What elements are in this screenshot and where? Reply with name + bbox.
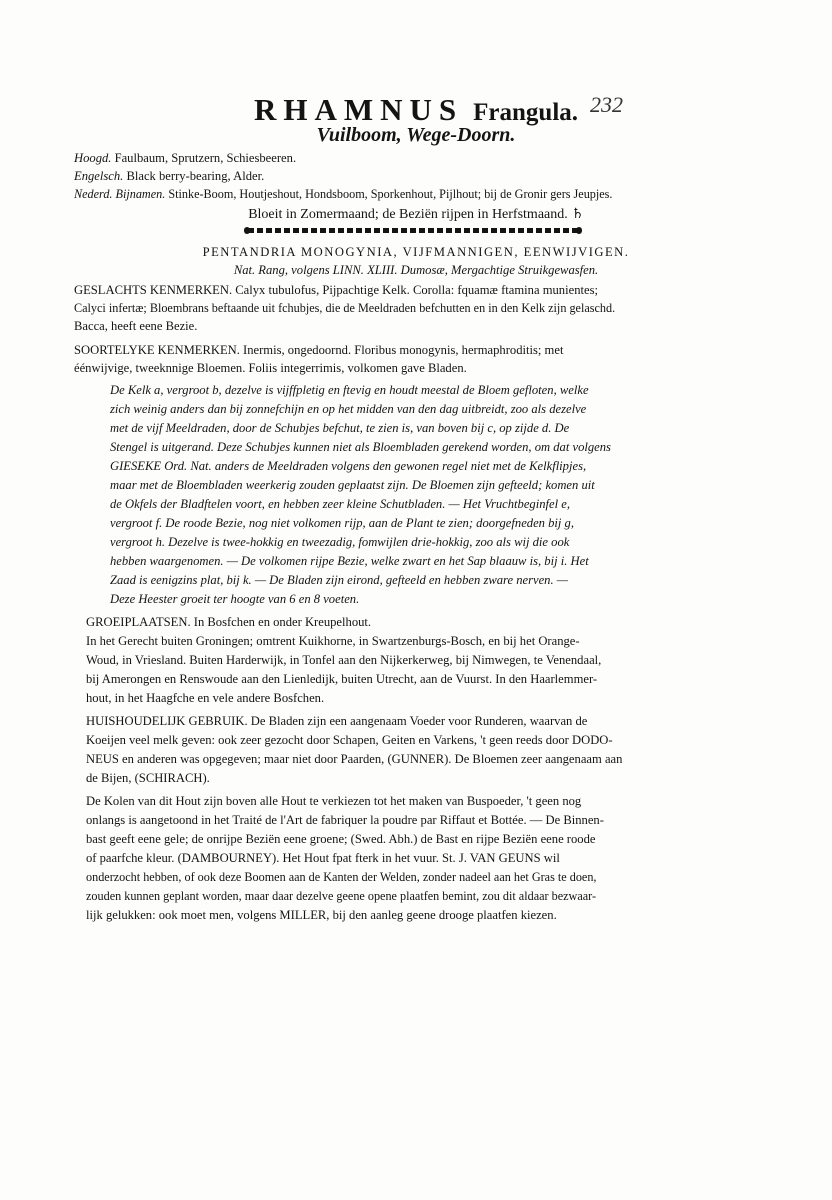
uses-line-7: bast geeft eene gele; de onrijpe Beziën eene groene; (Swed. Abh.) de Bast en rijpe Beziën eene roode — [86, 832, 596, 846]
uses-line-6: onlangs is aangetoond in het Traité de l'Art de fabriquer la poudre par Riffaut et Bottée. — De Binnen- — [86, 813, 604, 827]
uses-line-9: onderzocht hebben, of ook deze Boomen aan de Kanten der Welden, zonder nadeel aan het Gras te doen, — [86, 870, 597, 884]
habitat-line-3: Woud, in Vriesland. Buiten Harderwijk, in Tonfel aan den Nijkerkerweg, bij Nimwegen, te Venendaal, — [86, 653, 602, 667]
dutch-label: Nederd. Bijnamen. — [74, 187, 166, 201]
description-line-6: maar met de Bloembladen weerkerig zouden geplaatst zijn. De Bloemen zijn gefteeld; komen uit — [110, 478, 595, 492]
german-text: Faulbaum, Sprutzern, Schiesbeeren. — [111, 151, 297, 165]
generic-characters-line-3: Bacca, heeft eene Bezie. — [74, 319, 198, 333]
plate-number: 232 — [590, 92, 623, 117]
uses-line-10: zouden kunnen geplant worden, maar daar dezelve geene opene plaatfen bemint, zou dit aldaar bezwaar- — [86, 889, 597, 903]
species-name: Frangula. — [473, 99, 579, 126]
description-line-12: Deze Heester groeit ter hoogte van 6 en 8 voeten. — [110, 592, 360, 606]
english-label: Engelsch. — [74, 169, 124, 183]
genus-name: RHAMNUS — [253, 92, 464, 127]
generic-characters-line-2: Calyci infertæ; Bloembrans beftaande uit fchubjes, die de Meeldraden befchutten en in den Kelk zijn gelaschd. — [74, 301, 616, 315]
habitat-line-5: hout, in het Haagfche en vele andere Bosfchen. — [86, 691, 325, 705]
english-names — [74, 168, 264, 184]
german-label: Hoogd. — [74, 151, 112, 165]
natural-order: Nat. Rang, volgens LINN. XLIII. Dumosæ, Mergachtige Struikgewasfen. — [233, 263, 599, 277]
page-title — [0, 92, 832, 128]
description-line-3: met de vijf Meeldraden, door de Schubjes befchut, te zien is, van boven bij c, op zijde d. De — [110, 421, 570, 435]
description-line-7: de Okfels der Bladftelen voort, en hebben zeer kleine Schutbladen. — Het Vruchtbeginfel e, — [110, 497, 570, 511]
description-line-11: Zaad is eenigzins plat, bij k. — De Bladen zijn eirond, gefteeld en hebben zware nerven. — — [110, 573, 568, 587]
ornamental-divider — [248, 228, 578, 233]
habitat-heading-line: GROEIPLAATSEN. In Bosfchen en onder Kreupelhout. — [86, 615, 372, 629]
dutch-text: Stinke-Boom, Houtjeshout, Hondsboom, Sporkenhout, Pijlhout; bij de Gronir gers Jeupjes. — [165, 187, 613, 201]
description-line-10: hebben waargenomen. — De volkomen rijpe Bezie, welke zwart en het Sap blaauw is, bij i. Het — [110, 554, 589, 568]
german-names — [74, 150, 296, 166]
uses-line-1: HUISHOUDELIJK GEBRUIK. De Bladen zijn een aangenaam Voeder voor Runderen, waarvan de — [86, 714, 588, 728]
specific-characters-line-1: SOORTELYKE KENMERKEN. Inermis, ongedoornd. Floribus monogynis, hermaphroditis; met — [74, 343, 564, 357]
description-line-4: Stengel is uitgerand. Deze Schubjes kunnen niet als Bloembladen gerekend worden, om dat volgens — [110, 440, 611, 454]
description-line-2: zich weinig anders dan bij zonnefchijn en op het midden van den dag uitbreidt, zoo als dezelve — [110, 402, 587, 416]
dutch-names — [74, 186, 612, 202]
uses-line-8: of paarfche kleur. (DAMBOURNEY). Het Hout fpat fterk in het vuur. St. J. VAN GEUNS wil — [86, 851, 560, 865]
uses-line-4: de Bijen, (SCHIRACH). — [86, 771, 210, 785]
dutch-common-names: Vuilboom, Wege-Doorn. — [316, 124, 516, 146]
flowering-season: Bloeit in Zomermaand; de Beziën rijpen in Herfstmaand. ♄ — [248, 207, 584, 222]
description-line-8: vergroot f. De roode Bezie, nog niet volkomen rijp, aan de Plant te zien; doorgefneden bij g, — [110, 516, 575, 530]
generic-characters-line-1: GESLACHTS KENMERKEN. Calyx tubulofus, Pijpachtige Kelk. Corolla: fquamæ ftamina munientes; — [74, 283, 598, 297]
uses-line-11: lijk gelukken: ook moet men, volgens MILLER, bij den aanleg geene drooge plaatfen kiezen. — [86, 908, 557, 922]
linnaean-class: PENTANDRIA MONOGYNIA, VIJFMANNIGEN, EENWIJVIGEN. — [202, 245, 630, 259]
description-line-1: De Kelk a, vergroot b, dezelve is vijffpletig en ftevig en houdt meestal de Bloem gefloten, welke — [110, 383, 589, 397]
english-text: Black berry-bearing, Alder. — [123, 169, 265, 183]
specific-characters-line-2: éénwijvige, tweeknnige Bloemen. Foliis integerrimis, volkomen gave Bladen. — [74, 361, 467, 375]
uses-line-5: De Kolen van dit Hout zijn boven alle Hout te verkiezen tot het maken van Buspoeder, 't geen nog — [86, 794, 582, 808]
uses-line-3: NEUS en anderen was opgegeven; maar niet door Paarden, (GUNNER). De Bloemen zeer aangenaam aan — [86, 752, 623, 766]
description-line-5: GIESEKE Ord. Nat. anders de Meeldraden volgens den gewonen regel niet met de Kelkflipjes, — [110, 459, 587, 473]
habitat-line-2: In het Gerecht buiten Groningen; omtrent Kuikhorne, in Swartzenburgs-Bosch, en bij het Orange- — [86, 634, 580, 648]
uses-line-2: Koeijen veel melk geven: ook zeer gezocht door Schapen, Geiten en Varkens, 't geen reeds door DODO- — [86, 733, 613, 747]
description-line-9: vergroot h. Dezelve is twee-hokkig en tweezadig, fomwijlen drie-hokkig, zoo als wij die ook — [110, 535, 570, 549]
habitat-line-4: bij Amerongen en Renswoude aan den Lienledijk, buiten Utrecht, aan de Vuurst. In den Haarlemmer- — [86, 672, 598, 686]
